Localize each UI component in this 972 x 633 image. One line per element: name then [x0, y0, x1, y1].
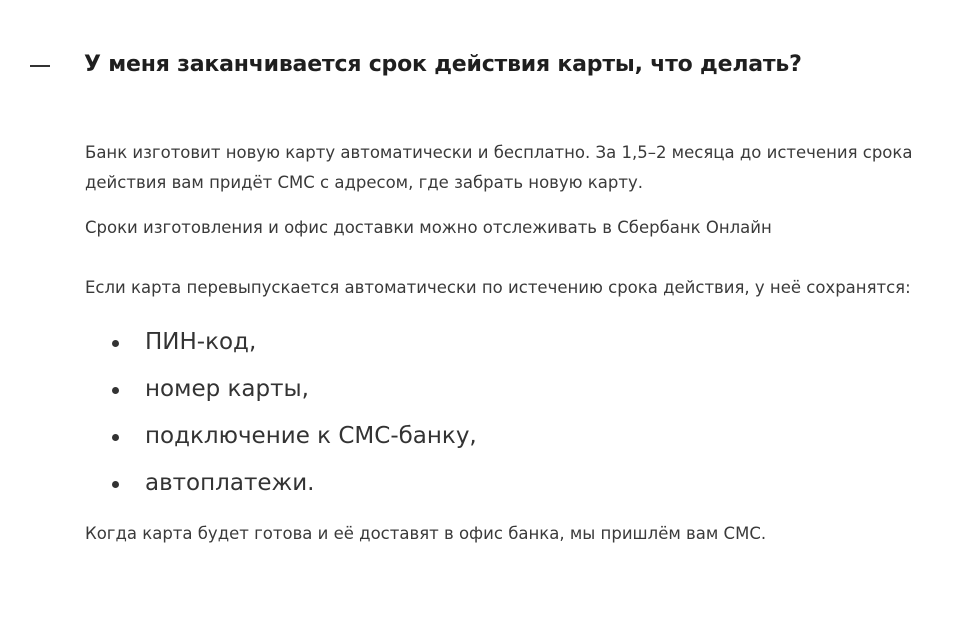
list-item — [85, 325, 955, 372]
bullet-dot-icon — [112, 340, 119, 347]
list-item-text: автоплатежи. — [145, 470, 315, 496]
list-item-text: номер карты, — [145, 376, 309, 402]
list-item — [85, 466, 955, 513]
bullet-dot-icon — [112, 481, 119, 488]
faq-answer — [85, 138, 955, 549]
bullet-dot-icon — [112, 387, 119, 394]
list-item-text: ПИН-код, — [145, 329, 257, 355]
retained-features-list — [85, 325, 955, 513]
list-item — [85, 419, 955, 466]
list-item — [85, 372, 955, 419]
faq-question-title[interactable]: У меня заканчивается срок действия карты, что делать? — [84, 52, 802, 77]
answer-paragraph-3: Если карта перевыпускается автоматически по истечению срока действия, у неё сохранятся: — [85, 278, 911, 297]
minus-collapse-icon[interactable] — [30, 65, 50, 67]
faq-question-header[interactable] — [30, 52, 802, 77]
list-item-text: подключение к СМС-банку, — [145, 423, 477, 449]
answer-closing-paragraph: Когда карта будет готова и её доставят в офис банка, мы пришлём вам СМС. — [85, 524, 767, 543]
answer-paragraph-1: Банк изготовит новую карту автоматически и бесплатно. За 1,5–2 месяца до истечения срока действия вам придёт СМС с адресом, где забрать новую карту. — [85, 143, 913, 192]
answer-paragraph-2: Сроки изготовления и офис доставки можно отслеживать в Сбербанк Онлайн — [85, 218, 772, 237]
bullet-dot-icon — [112, 434, 119, 441]
